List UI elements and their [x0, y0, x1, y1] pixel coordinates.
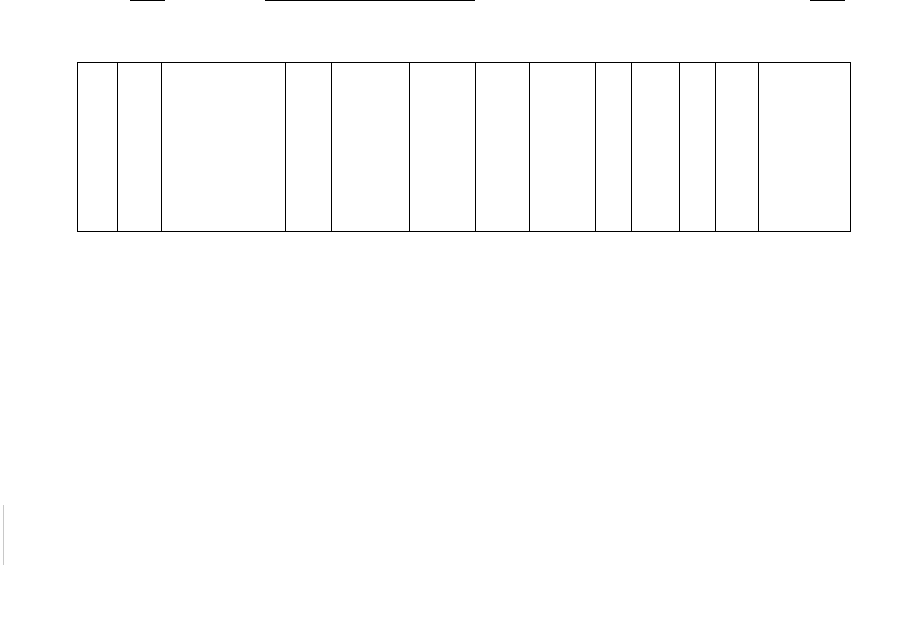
cell-empty	[162, 63, 286, 232]
cell-floors-continued	[759, 63, 851, 232]
cell-empty	[632, 63, 680, 232]
page-top-rule-right	[810, 0, 845, 1]
cell-empty	[476, 63, 530, 232]
cell-empty	[78, 63, 118, 232]
table-row-continuation	[78, 63, 851, 232]
cell-empty	[596, 63, 632, 232]
cell-empty	[286, 63, 332, 232]
register-body	[78, 63, 851, 232]
cell-empty	[716, 63, 759, 232]
cell-empty	[530, 63, 596, 232]
cell-empty	[118, 63, 162, 232]
page-top-rule-left	[130, 0, 165, 1]
property-register-table	[77, 62, 851, 232]
cell-empty	[332, 63, 410, 232]
cell-empty	[680, 63, 716, 232]
page-top-rule-mid	[265, 0, 475, 1]
cell-empty	[410, 63, 476, 232]
scan-edge-mark	[3, 505, 4, 565]
